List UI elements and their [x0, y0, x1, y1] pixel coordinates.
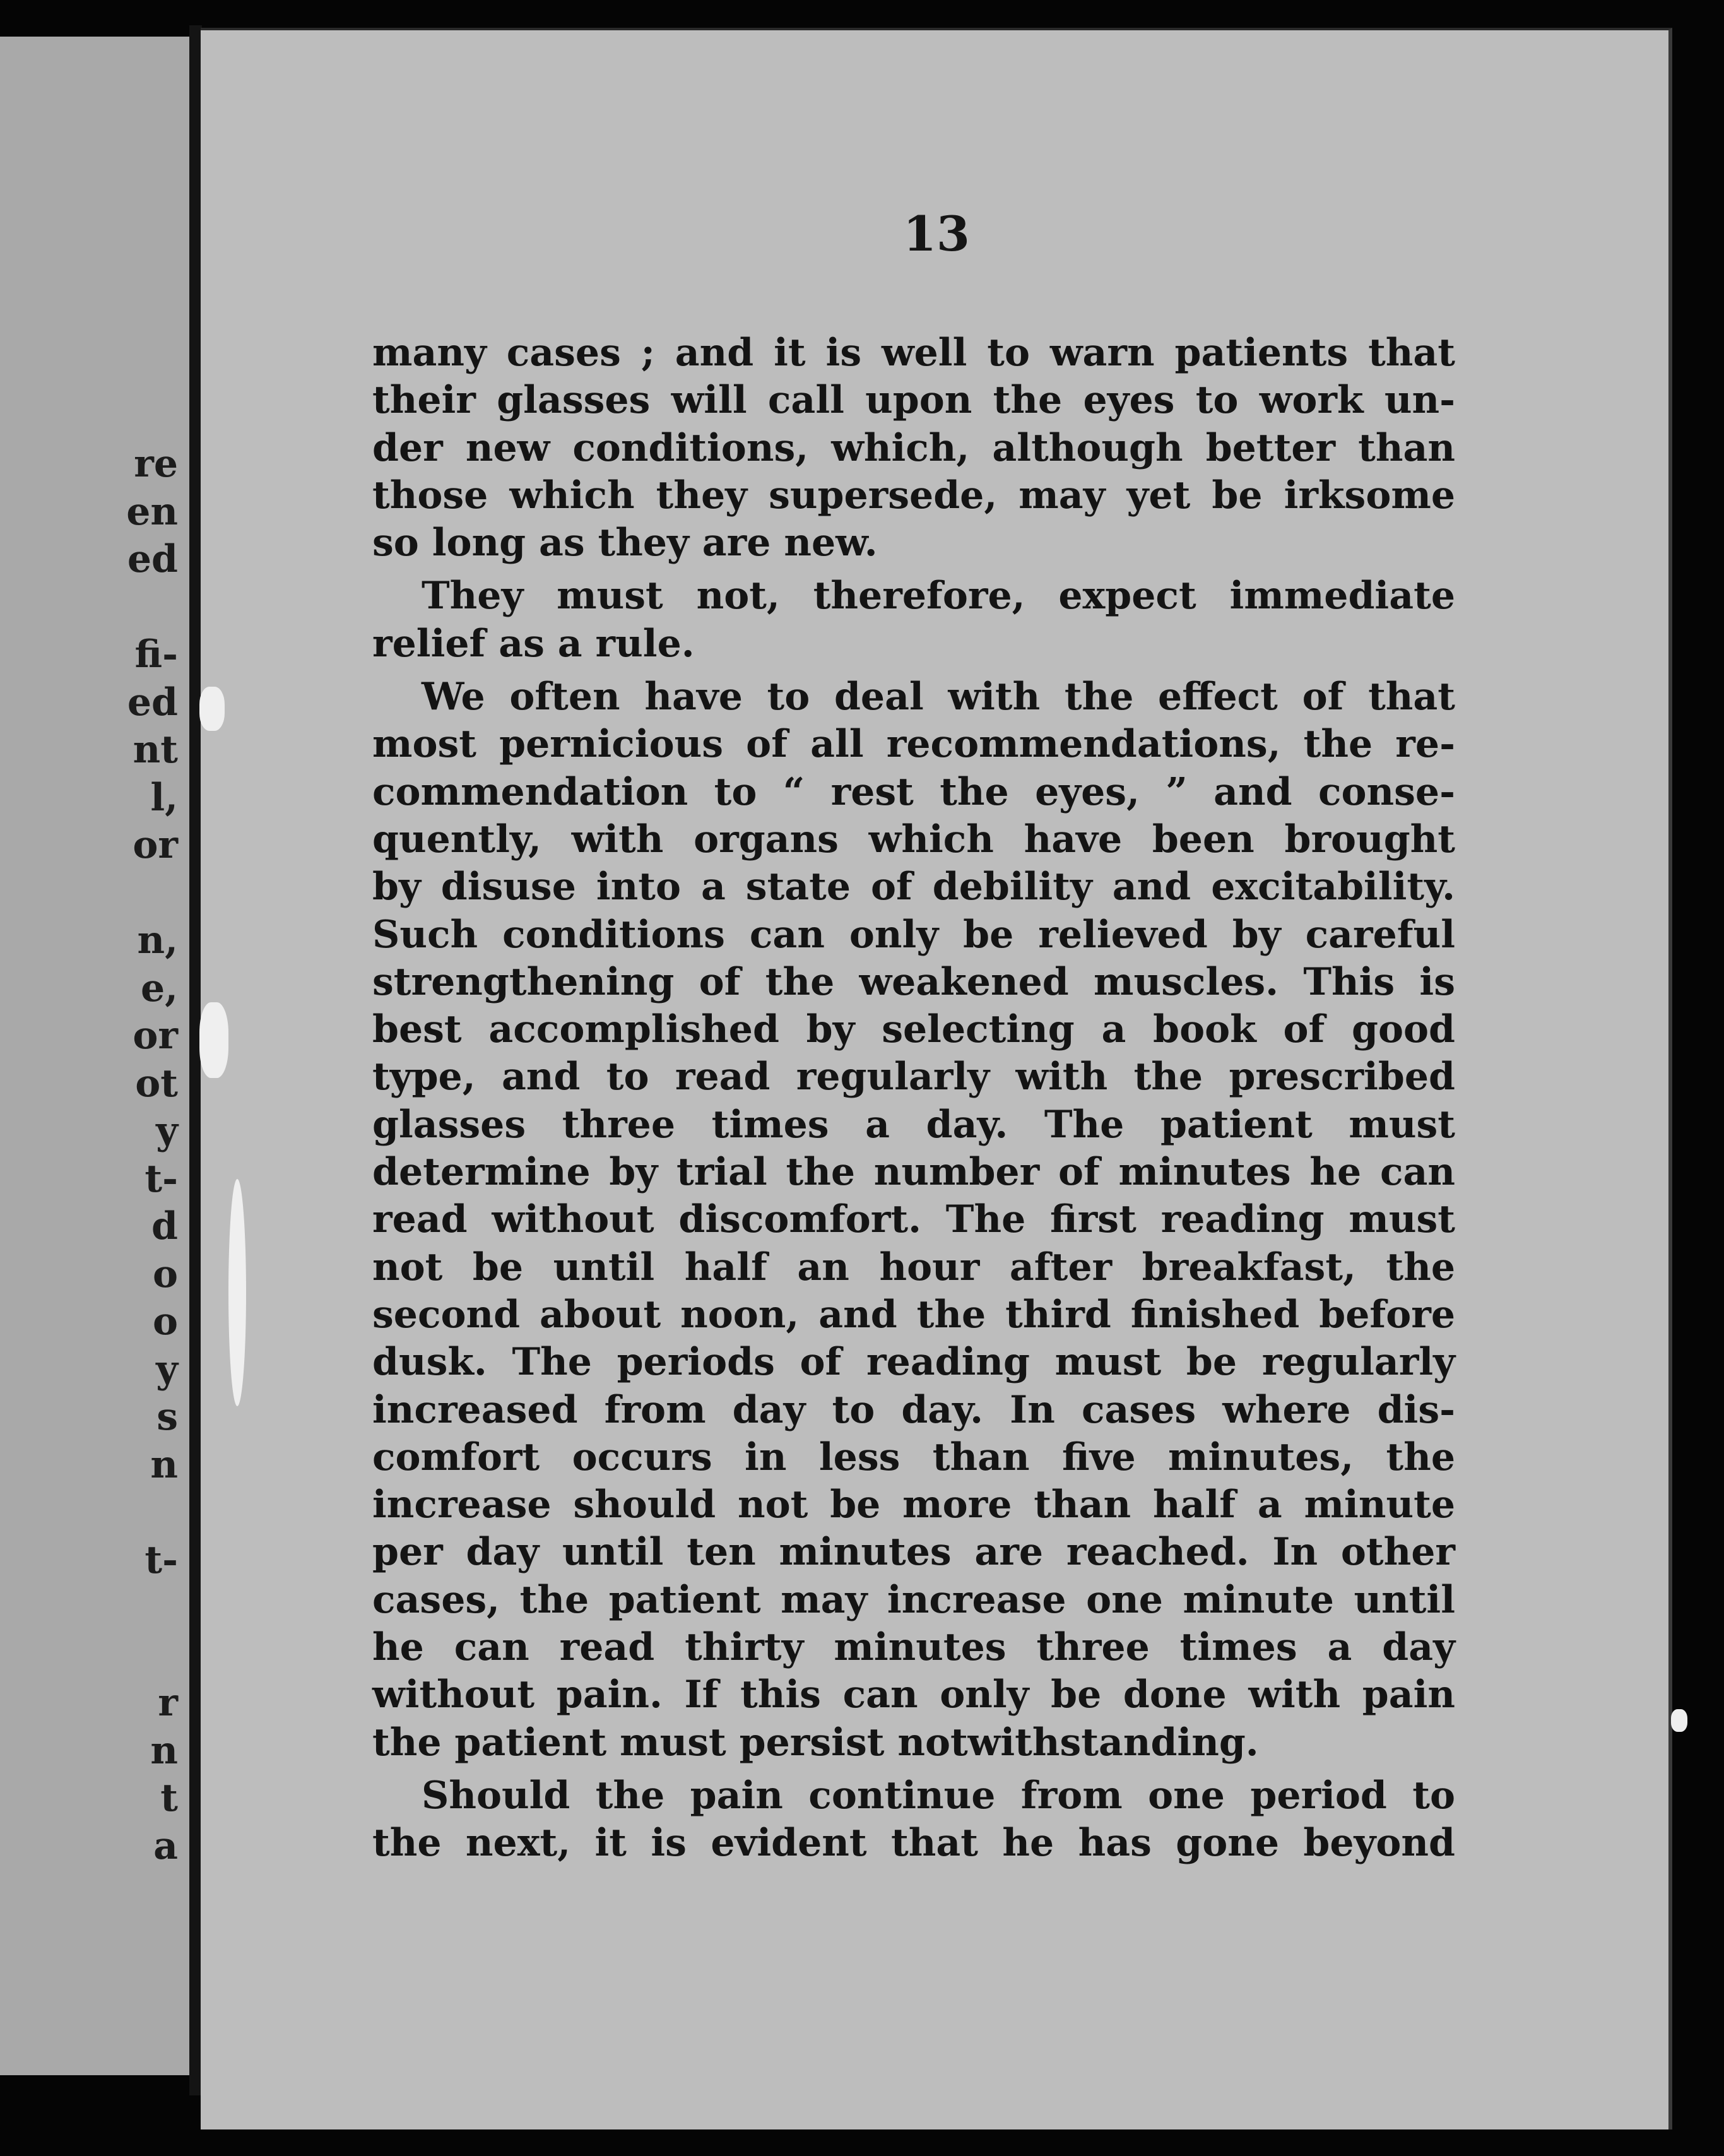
text-line: glasses three times a day. The patient must: [372, 1102, 1455, 1147]
text-line: per day until ten minutes are reached. In other: [372, 1530, 1455, 1575]
text-line: without pain. If this can only be done with pain: [372, 1673, 1455, 1717]
left-fragment: ed: [127, 680, 178, 725]
left-fragment: [126, 1584, 178, 1632]
text-line: determine by trial the number of minutes he can: [372, 1150, 1455, 1195]
text-line: those which they supersede, may yet be irksome: [372, 473, 1455, 518]
left-fragment: ot: [135, 1061, 178, 1106]
text-line: most pernicious of all recommendations, the re-: [372, 722, 1455, 767]
text-line: by disuse into a state of debility and excitability.: [372, 865, 1455, 909]
page-13: [201, 28, 1672, 2129]
paper-tear-mark: [228, 1179, 246, 1406]
left-fragment: fi-: [134, 632, 178, 677]
left-fragment: l,: [150, 775, 178, 820]
text-line: increased from day to day. In cases where dis-: [372, 1387, 1455, 1432]
paper-tear-mark: [199, 687, 225, 731]
left-fragment: n: [150, 1442, 178, 1487]
left-fragment: t: [160, 1776, 178, 1820]
text-line: cases, the patient may increase one minute until: [372, 1577, 1455, 1622]
text-line: best accomplished by selecting a book of good: [372, 1007, 1455, 1052]
left-fragment: s: [156, 1395, 178, 1439]
left-fragment: n: [150, 1728, 178, 1773]
text-line: their glasses will call upon the eyes to work un-: [372, 378, 1455, 423]
text-line: the patient must persist notwithstanding.: [372, 1720, 1259, 1765]
text-line: Should the pain continue from one period to: [422, 1773, 1455, 1818]
text-line: increase should not be more than half a minute: [372, 1483, 1455, 1527]
text-line: Such conditions can only be relieved by careful: [372, 912, 1455, 957]
left-fragment: o: [152, 1252, 178, 1296]
text-line: the next, it is evident that he has gone beyond: [372, 1821, 1455, 1866]
text-line: relief as a rule.: [372, 621, 695, 666]
left-fragment: y: [156, 1109, 178, 1153]
text-line: so long as they are new.: [372, 521, 878, 566]
text-line: many cases ; and it is well to warn patients that: [372, 331, 1455, 375]
text-line: not be until half an hour after breakfast, the: [372, 1245, 1455, 1289]
text-line: read without discomfort. The first reading must: [372, 1197, 1455, 1242]
paper-tear-mark: [199, 1002, 228, 1078]
body-text: [372, 329, 1455, 1868]
text-line: type, and to read regularly with the prescribed: [372, 1055, 1455, 1099]
left-fragment: o: [152, 1300, 178, 1344]
left-fragment: or: [133, 1014, 178, 1058]
left-fragment: e,: [140, 966, 178, 1010]
left-fragment: [126, 584, 178, 632]
text-line: commendation to “ rest the eyes, ” and conse-: [372, 769, 1455, 814]
text-line: der new conditions, which, although better than: [372, 425, 1455, 470]
text-line: comfort occurs in less than five minutes, the: [372, 1435, 1455, 1479]
page-number: 13: [903, 206, 970, 262]
left-fragment: d: [151, 1204, 178, 1248]
left-fragment: re: [134, 442, 178, 486]
left-fragment: t-: [145, 1537, 178, 1582]
left-fragment: ed: [127, 537, 178, 581]
text-line: We often have to deal with the effect of that: [422, 675, 1455, 720]
text-line: quently, with organs which have been brought: [372, 817, 1455, 862]
text-line: dusk. The periods of reading must be regularly: [372, 1340, 1455, 1385]
paper-tear-mark: [1671, 1709, 1687, 1732]
left-fragment: [126, 1632, 178, 1680]
left-fragment: nt: [133, 728, 178, 772]
left-page-edge: [0, 37, 192, 2075]
left-fragment: [126, 870, 178, 918]
text-line: strengthening of the weakened muscles. This is: [372, 959, 1455, 1004]
left-fragment: t-: [145, 1156, 178, 1201]
left-fragment: r: [158, 1681, 178, 1725]
left-fragment: a: [153, 1823, 178, 1868]
left-fragment: en: [126, 489, 178, 534]
left-fragment: [126, 1489, 178, 1537]
left-page-fragments: [126, 441, 178, 1870]
left-fragment: y: [156, 1347, 178, 1392]
text-line: he can read thirty minutes three times a day: [372, 1625, 1455, 1670]
text-line: They must not, therefore, expect immediate: [422, 574, 1455, 619]
left-fragment: n,: [137, 918, 178, 962]
text-line: second about noon, and the third finished before: [372, 1292, 1455, 1337]
left-fragment: or: [133, 823, 178, 867]
